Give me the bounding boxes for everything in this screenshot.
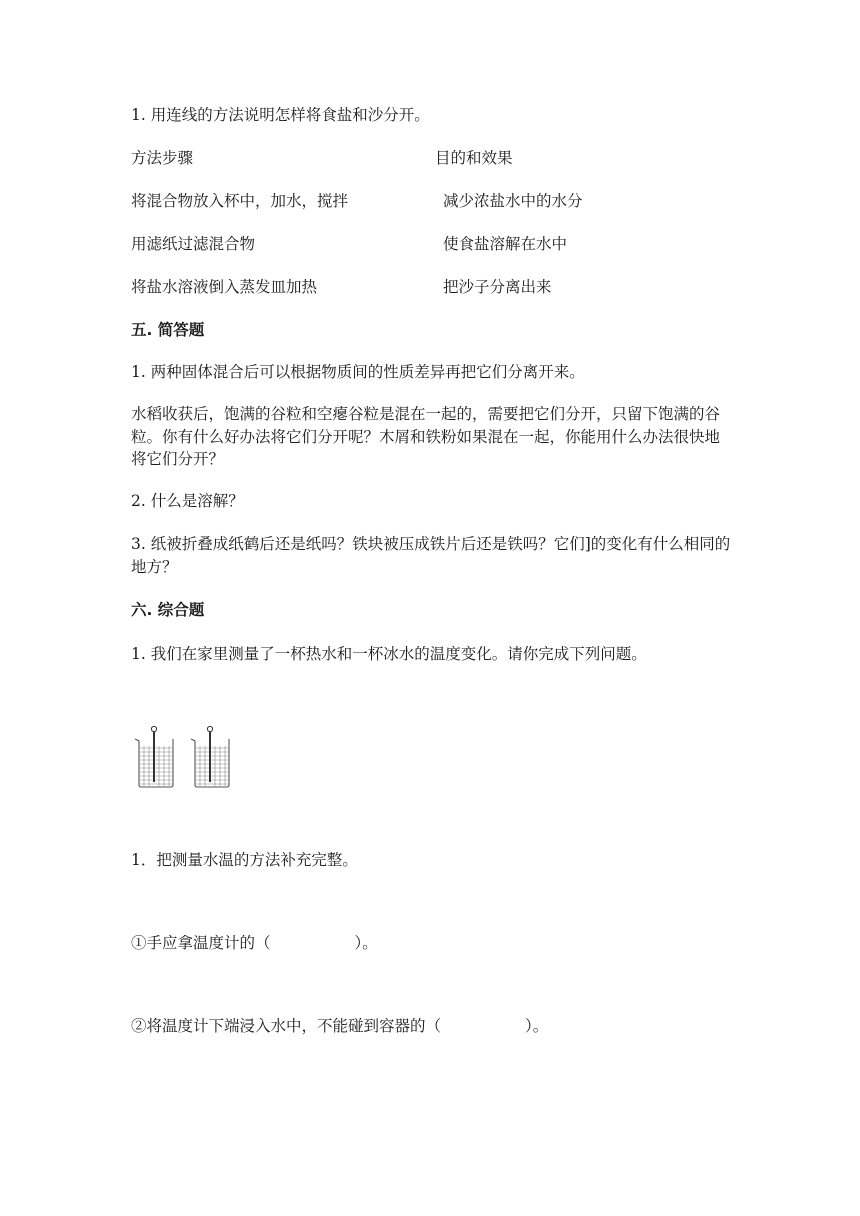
right-item-2: 使食盐溶解在水中	[443, 235, 568, 253]
left-item-2: 用滤纸过滤混合物	[131, 235, 256, 253]
section-heading-short-answer: 五. 简答题	[131, 321, 205, 339]
right-column-header: 目的和效果	[435, 149, 513, 167]
short-answer-q1: 1. 两种固体混合后可以根据物质间的性质差异再把它们分离开来。	[131, 363, 585, 381]
fill-blank-step-2	[131, 1016, 548, 1036]
right-item-1: 减少浓盐水中的水分	[443, 192, 583, 210]
sub-question-1: 1．把测量水温的方法补充完整。	[131, 851, 358, 869]
left-item-1: 将混合物放入杯中，加水，搅拌	[131, 192, 349, 210]
fill-blank-step-1	[131, 933, 378, 953]
short-answer-q1-detail: 水稻收获后，饱满的谷粒和空瘪谷粒是混在一起的，需要把它们分开，只留下饱满的谷粒。你有什么好办法将它们分开呢？木屑和铁粉如果混在一起，你能用什么办法很快地将它们分开？	[131, 405, 721, 468]
section-heading-comprehensive: 六. 综合题	[131, 601, 205, 619]
short-answer-q2: 2. 什么是溶解？	[131, 492, 244, 510]
comprehensive-q1: 1. 我们在家里测量了一杯热水和一杯冰水的温度变化。请你完成下列问题。	[131, 645, 647, 663]
right-item-3: 把沙子分离出来	[443, 278, 552, 296]
question-title: 1. 用连线的方法说明怎样将食盐和沙分开。	[131, 106, 430, 124]
step-1-end: ）。	[354, 934, 378, 952]
step-2-text: ②将温度计下端浸入水中，不能碰到容器的（	[131, 1017, 442, 1035]
short-answer-q3: 3. 纸被折叠成纸鹤后还是纸吗？铁块被压成铁片后还是铁吗？它们]的变化有什么相同的地方？	[131, 535, 731, 576]
left-item-3: 将盐水溶液倒入蒸发皿加热	[131, 278, 318, 296]
left-column-header: 方法步骤	[131, 149, 194, 167]
thermometer-icon	[207, 726, 212, 782]
step-1-text: ①手应拿温度计的（	[131, 934, 271, 952]
thermometer-icon	[151, 726, 156, 782]
beakers-with-thermometers-figure	[133, 718, 237, 790]
step-2-end: ）。	[525, 1017, 549, 1035]
